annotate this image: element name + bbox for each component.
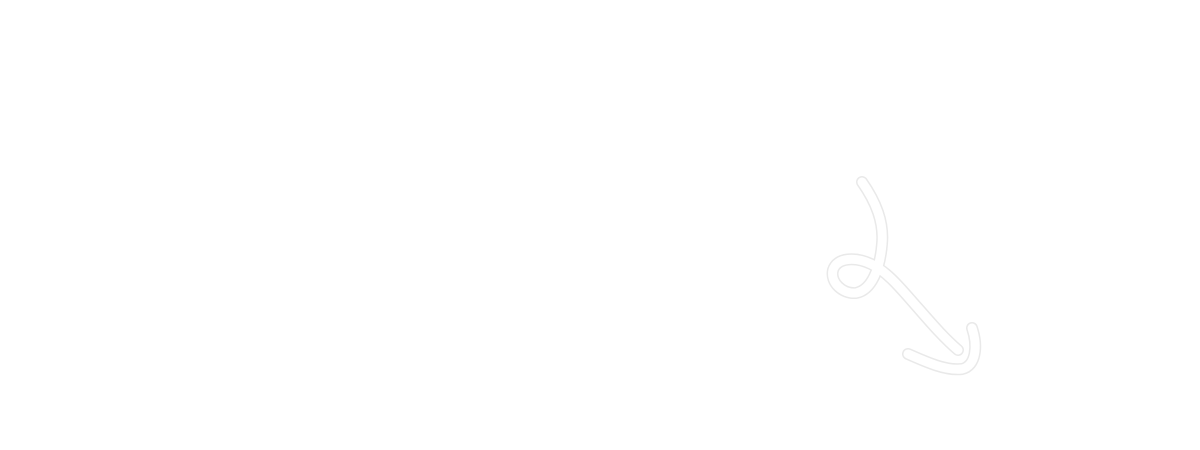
arrow-shaft-outline [833, 182, 958, 350]
